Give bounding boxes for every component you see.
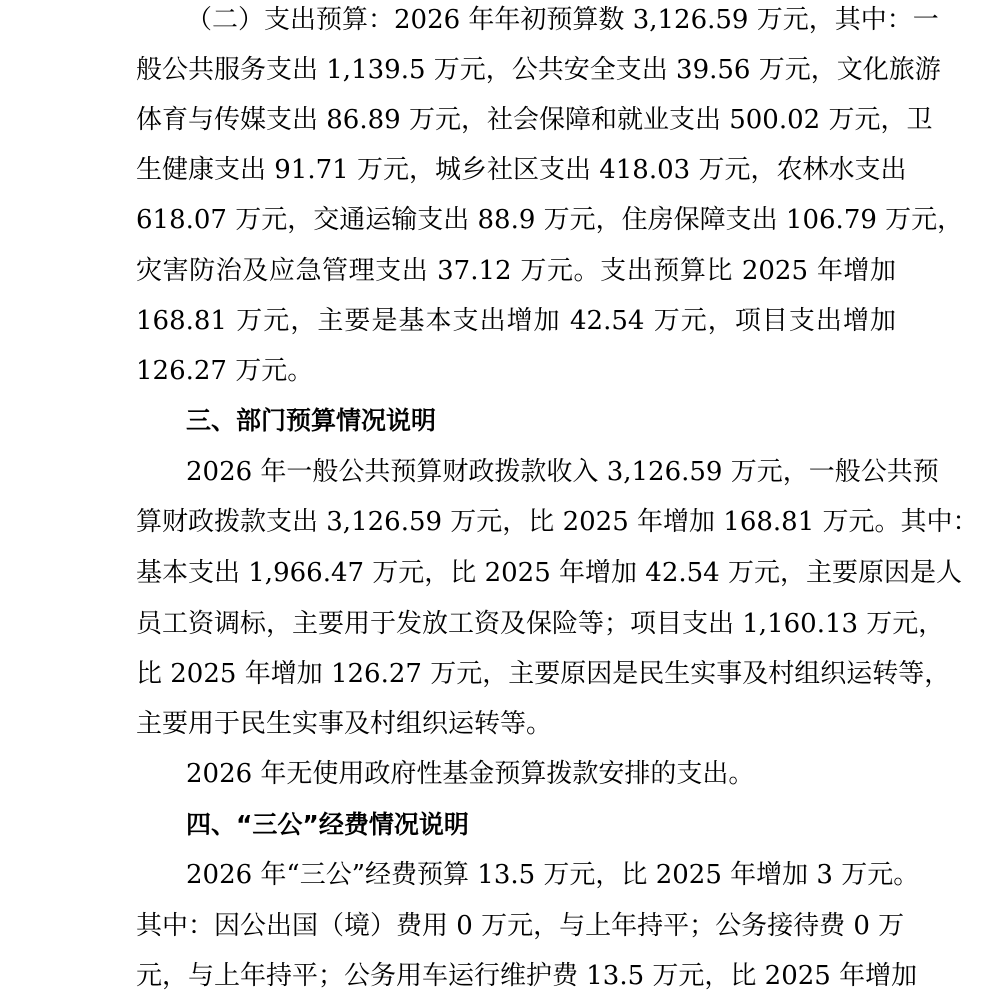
paragraph-line: 般公共服务支出 1,139.5 万元，公共安全支出 39.56 万元，文化旅游 bbox=[136, 55, 941, 85]
paragraph-line: 2026 年“三公”经费预算 13.5 万元，比 2025 年增加 3 万元。 bbox=[186, 860, 920, 890]
paragraph-line: 主要用于民生实事及村组织运转等。 bbox=[136, 709, 553, 739]
paragraph-line: 体育与传媒支出 86.89 万元，社会保障和就业支出 500.02 万元，卫 bbox=[136, 105, 933, 135]
paragraph-line: 元，与上年持平；公务用车运行维护费 13.5 万元，比 2025 年增加 bbox=[136, 961, 918, 991]
section-heading-4: 四、“三公”经费情况说明 bbox=[186, 810, 469, 839]
paragraph-line: 基本支出 1,966.47 万元，比 2025 年增加 42.54 万元，主要原因是人 bbox=[136, 558, 962, 588]
paragraph-line: 员工资调标，主要用于发放工资及保险等；项目支出 1,160.13 万元， bbox=[136, 609, 945, 639]
paragraph-line: 灾害防治及应急管理支出 37.12 万元。支出预算比 2025 年增加 bbox=[136, 256, 896, 286]
paragraph-line: 618.07 万元，交通运输支出 88.9 万元，住房保障支出 106.79 万元， bbox=[136, 205, 964, 235]
paragraph-line: 算财政拨款支出 3,126.59 万元，比 2025 年增加 168.81 万元。其中： bbox=[136, 507, 979, 537]
paragraph-line: 比 2025 年增加 126.27 万元，主要原因是民生实事及村组织运转等， bbox=[136, 659, 951, 689]
paragraph-line: 生健康支出 91.71 万元，城乡社区支出 418.03 万元，农林水支出 bbox=[136, 155, 907, 185]
paragraph-line: 168.81 万元，主要是基本支出增加 42.54 万元，项目支出增加 bbox=[136, 306, 896, 336]
paragraph-line: 2026 年无使用政府性基金预算拨款安排的支出。 bbox=[186, 759, 755, 789]
paragraph-line: 126.27 万元。 bbox=[136, 356, 314, 386]
paragraph-line: （二）支出预算：2026 年年初预算数 3,126.59 万元，其中：一 bbox=[186, 5, 939, 35]
section-heading-3: 三、部门预算情况说明 bbox=[186, 406, 437, 435]
paragraph-line: 2026 年一般公共预算财政拨款收入 3,126.59 万元，一般公共预 bbox=[186, 457, 939, 487]
paragraph-line: 其中：因公出国（境）费用 0 万元，与上年持平；公务接待费 0 万 bbox=[136, 911, 905, 941]
